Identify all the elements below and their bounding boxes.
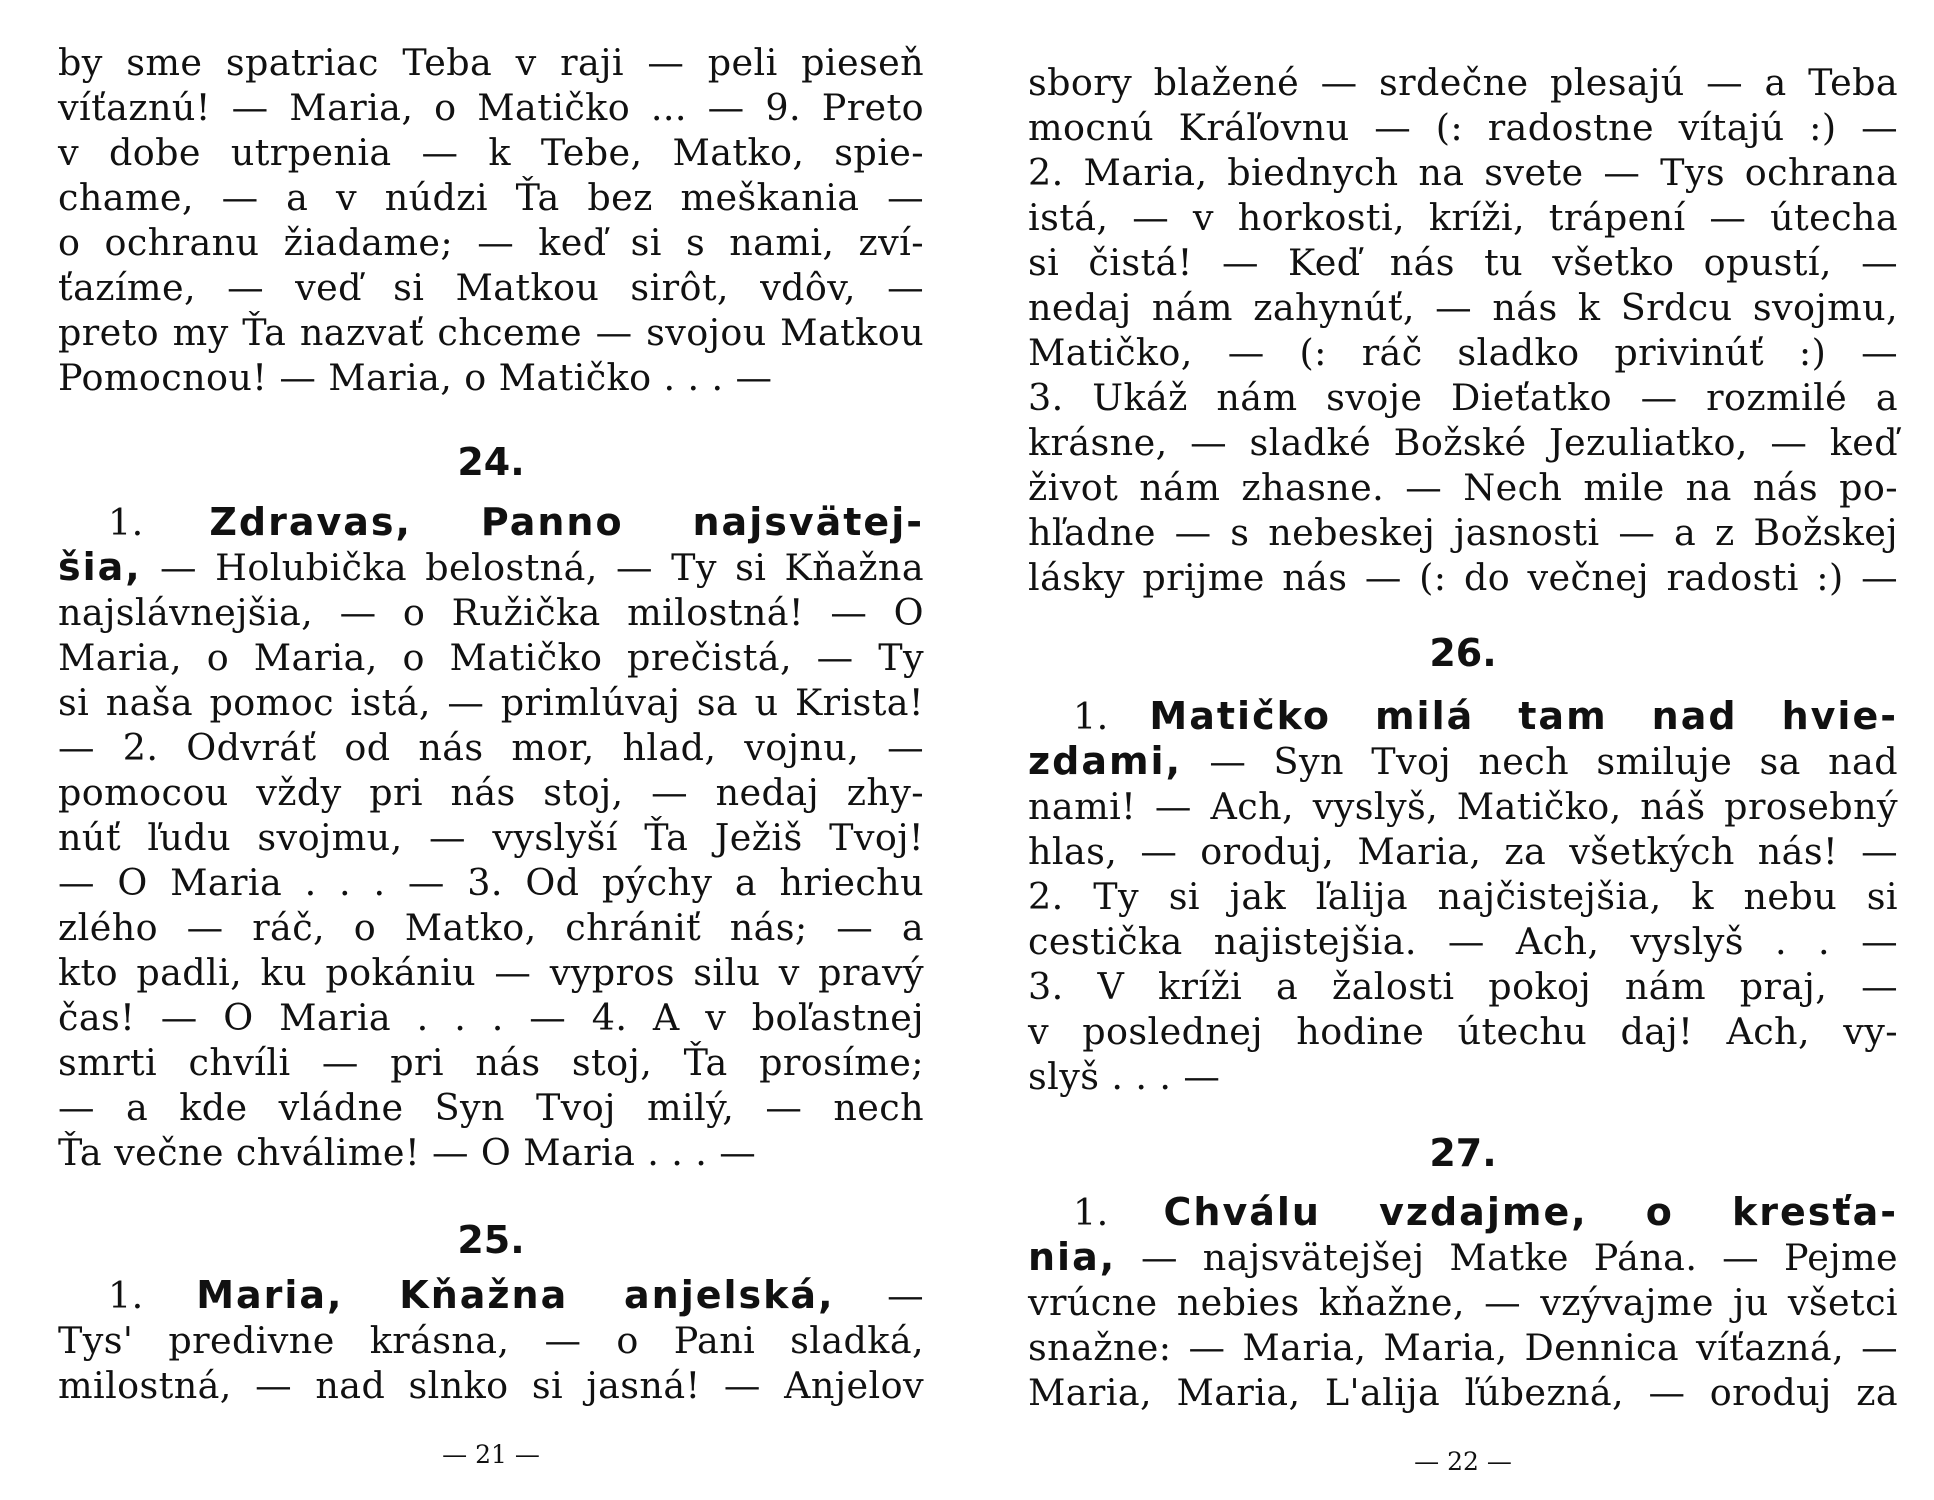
hymn-title-end: nia, <box>1028 1235 1117 1279</box>
hymn-25-text <box>58 1273 924 1408</box>
text-segment: — Syn Tvoj nech smiluje sa nad <box>1209 740 1898 783</box>
hymn-27-text <box>1028 1190 1898 1415</box>
text-line: 2. Maria, biednych na svete — Tys ochrana <box>1028 151 1898 194</box>
text-line: — a kde vládne Syn Tvoj milý, — nech <box>58 1086 924 1129</box>
text-line: milostná, — nad slnko si jasná! — Anjelov <box>58 1364 924 1407</box>
text-line <box>1028 1235 1898 1280</box>
text-line: preto my Ťa nazvať chceme — svojou Matkou <box>58 311 924 354</box>
text-line: slyš . . . — <box>1028 1055 1221 1098</box>
text-segment: — Holubička belostná, — Ty si Kňažna <box>159 546 924 589</box>
page-number: — 21 — <box>442 1440 540 1469</box>
hymn-title-end: zdami, <box>1028 739 1183 783</box>
text-line: by sme spatriac Teba v raji — peli pieseň <box>58 41 924 84</box>
text-line: ťazíme, — veď si Matkou sirôt, vdôv, — <box>58 266 924 309</box>
text-line: hľadne — s nebeskej jasnosti — a z Božskej <box>1028 511 1898 554</box>
verse-number: 1. <box>108 501 144 544</box>
text-line: o ochranu žiadame; — keď si s nami, zví- <box>58 221 924 264</box>
text-line: Pomocnou! — Maria, o Matičko . . . — <box>58 356 773 399</box>
verse-number: 1. <box>1073 1191 1109 1234</box>
text-line: vrúcne nebies kňažne, — vzývajme ju všetci <box>1028 1281 1898 1324</box>
text-line: snažne: — Maria, Maria, Dennica víťazná, — <box>1028 1326 1898 1369</box>
text-line: krásne, — sladké Božské Jezuliatko, — keď <box>1028 421 1898 464</box>
text-line: lásky prijme nás — (: do večnej radosti :) — <box>1028 556 1898 599</box>
hymn-24-text <box>58 500 924 1175</box>
hymn-first-line <box>1028 694 1898 739</box>
left-page-continuation <box>58 40 924 400</box>
text-line: hlas, — oroduj, Maria, za všetkých nás! — <box>1028 830 1898 873</box>
hymn-number-26: 26. <box>1429 631 1497 675</box>
hymn-title: Matičko milá tam nad hvie- <box>1149 694 1898 738</box>
text-segment: — <box>887 1274 924 1317</box>
verse-number: 1. <box>1073 695 1109 738</box>
hymn-26-text <box>1028 694 1898 1099</box>
hymn-title: Chválu vzdajme, o kresťa- <box>1163 1190 1898 1234</box>
right-page-continuation <box>1028 60 1898 600</box>
text-line: čas! — O Maria . . . — 4. A v boľastnej <box>58 996 924 1039</box>
text-line: si čistá! — Keď nás tu všetko opustí, — <box>1028 241 1898 284</box>
hymn-title-end: šia, <box>58 545 142 589</box>
hymn-title: Maria, Kňažna anjelská, <box>196 1273 835 1317</box>
text-line: Matičko, — (: ráč sladko privinúť :) — <box>1028 331 1898 374</box>
hymn-title: Zdravas, Panno najsvätej- <box>209 500 924 544</box>
hymn-first-line <box>1028 1190 1898 1235</box>
text-line: Maria, o Maria, o Matičko prečistá, — Ty <box>58 636 924 679</box>
text-line: 3. Ukáž nám svoje Dieťatko — rozmilé a <box>1028 376 1898 419</box>
text-line: kto padli, ku pokániu — vypros silu v pravý <box>58 951 924 994</box>
text-line: — O Maria . . . — 3. Od pýchy a hriechu <box>58 861 924 904</box>
text-line: najslávnejšia, — o Ružička milostná! — O <box>58 591 924 634</box>
text-line: život nám zhasne. — Nech mile na nás po- <box>1028 466 1898 509</box>
text-line: nami! — Ach, vyslyš, Matičko, náš prosebný <box>1028 785 1898 828</box>
hymn-first-line <box>58 1273 924 1318</box>
text-segment: — najsvätejšej Matke Pána. — Pejme <box>1141 1236 1898 1279</box>
verse-number: 1. <box>108 1274 144 1317</box>
text-line: nedaj nám zahynúť, — nás k Srdcu svojmu, <box>1028 286 1898 329</box>
text-line: pomocou vždy pri nás stoj, — nedaj zhy- <box>58 771 924 814</box>
text-line: víťaznú! — Maria, o Matičko ... — 9. Preto <box>58 86 924 129</box>
text-line: si naša pomoc istá, — primlúvaj sa u Krista! <box>58 681 924 724</box>
text-line: Maria, Maria, L'alija ľúbezná, — oroduj za <box>1028 1371 1898 1414</box>
text-line: 2. Ty si jak ľalija najčistejšia, k nebu si <box>1028 875 1898 918</box>
text-line: v dobe utrpenia — k Tebe, Matko, spie- <box>58 131 924 174</box>
page-number: — 22 — <box>1414 1447 1512 1476</box>
hymn-number-25: 25. <box>457 1218 525 1262</box>
text-line: Tys' predivne krásna, — o Pani sladká, <box>58 1319 924 1362</box>
text-line: chame, — a v núdzi Ťa bez meškania — <box>58 176 924 219</box>
hymn-number-27: 27. <box>1429 1131 1497 1175</box>
text-line <box>58 545 924 590</box>
text-line: zlého — ráč, o Matko, chrániť nás; — a <box>58 906 924 949</box>
text-line: — 2. Odvráť od nás mor, hlad, vojnu, — <box>58 726 924 769</box>
text-line: smrti chvíli — pri nás stoj, Ťa prosíme; <box>58 1041 924 1084</box>
text-line: sbory blažené — srdečne plesajú — a Teba <box>1028 61 1898 104</box>
text-line: cestička najistejšia. — Ach, vyslyš . . — <box>1028 920 1898 963</box>
text-line: Ťa večne chválime! — O Maria . . . — <box>58 1131 757 1174</box>
hymn-number-24: 24. <box>457 440 525 484</box>
text-line: 3. V kríži a žalosti pokoj nám praj, — <box>1028 965 1898 1008</box>
hymn-first-line <box>58 500 924 545</box>
text-line: mocnú Kráľovnu — (: radostne vítajú :) — <box>1028 106 1898 149</box>
text-line: istá, — v horkosti, kríži, trápení — útecha <box>1028 196 1898 239</box>
text-line <box>1028 739 1898 784</box>
text-line: v poslednej hodine útechu daj! Ach, vy- <box>1028 1010 1898 1053</box>
text-line: núť ľudu svojmu, — vyslyší Ťa Ježiš Tvoj! <box>58 816 924 859</box>
